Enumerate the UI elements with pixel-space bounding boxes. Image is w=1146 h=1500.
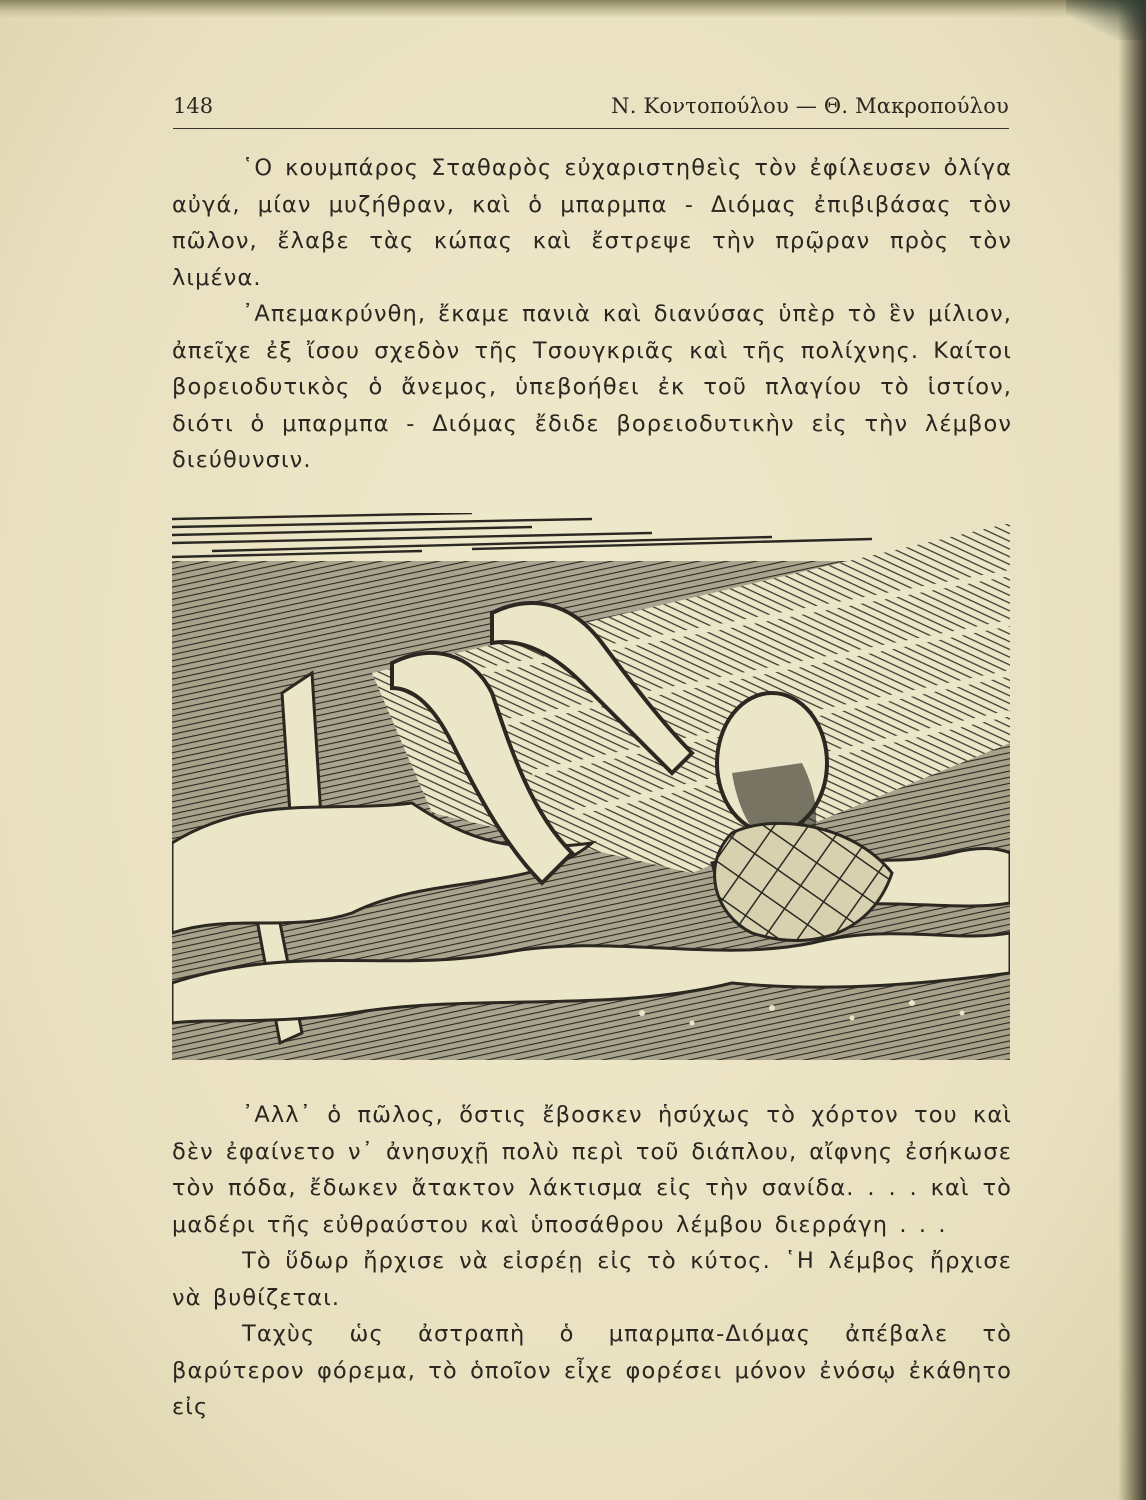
- paragraph: ᾿Απεμακρύνθη, ἔκαμε πανιὰ καὶ διανύσας ὑπὲρ τὸ ἓν μίλιον, ἀπεῖχε ἐξ ἴσου σχεδὸν τῆς Τσουγκριᾶς καὶ τῆς πολίχνης. Καίτοι βορειοδυτικὸς ὁ ἄνεμος, ὑπεβοήθει ἐκ τοῦ πλαγίου τὸ ἱστίον, διότι ὁ μπαρμπα - Διόμας ἔδιδε βορειοδυτικὴν εἰς τὴν λέμβον διεύθυνσιν.: [172, 301, 1012, 473]
- woodcut-svg: [172, 513, 1010, 1060]
- paragraph: Ταχὺς ὡς ἀστραπὴ ὁ μπαρμπα-Διόμας ἀπέβαλε τὸ βαρύτερον φόρεμα, τὸ ὁποῖον εἶχε φορέσει μόνον ἐνόσῳ ἐκάθητο εἰς: [172, 1321, 1012, 1420]
- page-top-edge: [0, 0, 1146, 18]
- page-number: 148: [173, 94, 214, 118]
- sky-lines: [172, 513, 872, 557]
- text-block-bottom: [172, 1097, 1012, 1426]
- page-header: [173, 92, 1009, 129]
- paragraph: Τὸ ὕδωρ ἤρχισε νὰ εἰσρέῃ εἰς τὸ κύτος. ῾Η λέμβος ἤρχισε νὰ βυθίζεται.: [172, 1248, 1012, 1311]
- text-block-top: [172, 150, 1012, 479]
- page-right-edge: [1118, 0, 1146, 1500]
- running-head: Ν. Κοντοπούλου — Θ. Μακροπούλου: [611, 94, 1009, 118]
- woodcut-illustration: [172, 513, 1010, 1060]
- paragraph: ᾿Αλλ᾿ ὁ πῶλος, ὅστις ἔβοσκεν ἡσύχως τὸ χόρτον του καὶ δὲν ἐφαίνετο ν᾿ ἀνησυχῇ πολὺ περὶ τοῦ διάπλου, αἴφνης ἐσήκωσε τὸν πόδα, ἔδωκεν ἄτακτον λάκτισμα εἰς τὴν σανίδα. . . . καὶ τὸ μαδέρι τῆς εὐθραύστου καὶ ὑποσάθρου λέμβου διερράγη . . .: [172, 1102, 1012, 1238]
- paragraph: ῾Ο κουμπάρος Σταθαρὸς εὐχαριστηθεὶς τὸν ἐφίλευσεν ὀλίγα αὐγά, μίαν μυζήθραν, καὶ ὁ μπαρμπα - Διόμας ἐπιβιβάσας τὸν πῶλον, ἔλαβε τὰς κώπας καὶ ἔστρεψε τὴν πρῷραν πρὸς τὸν λιμένα.: [172, 155, 1012, 291]
- book-cover-corner: [1066, 0, 1146, 40]
